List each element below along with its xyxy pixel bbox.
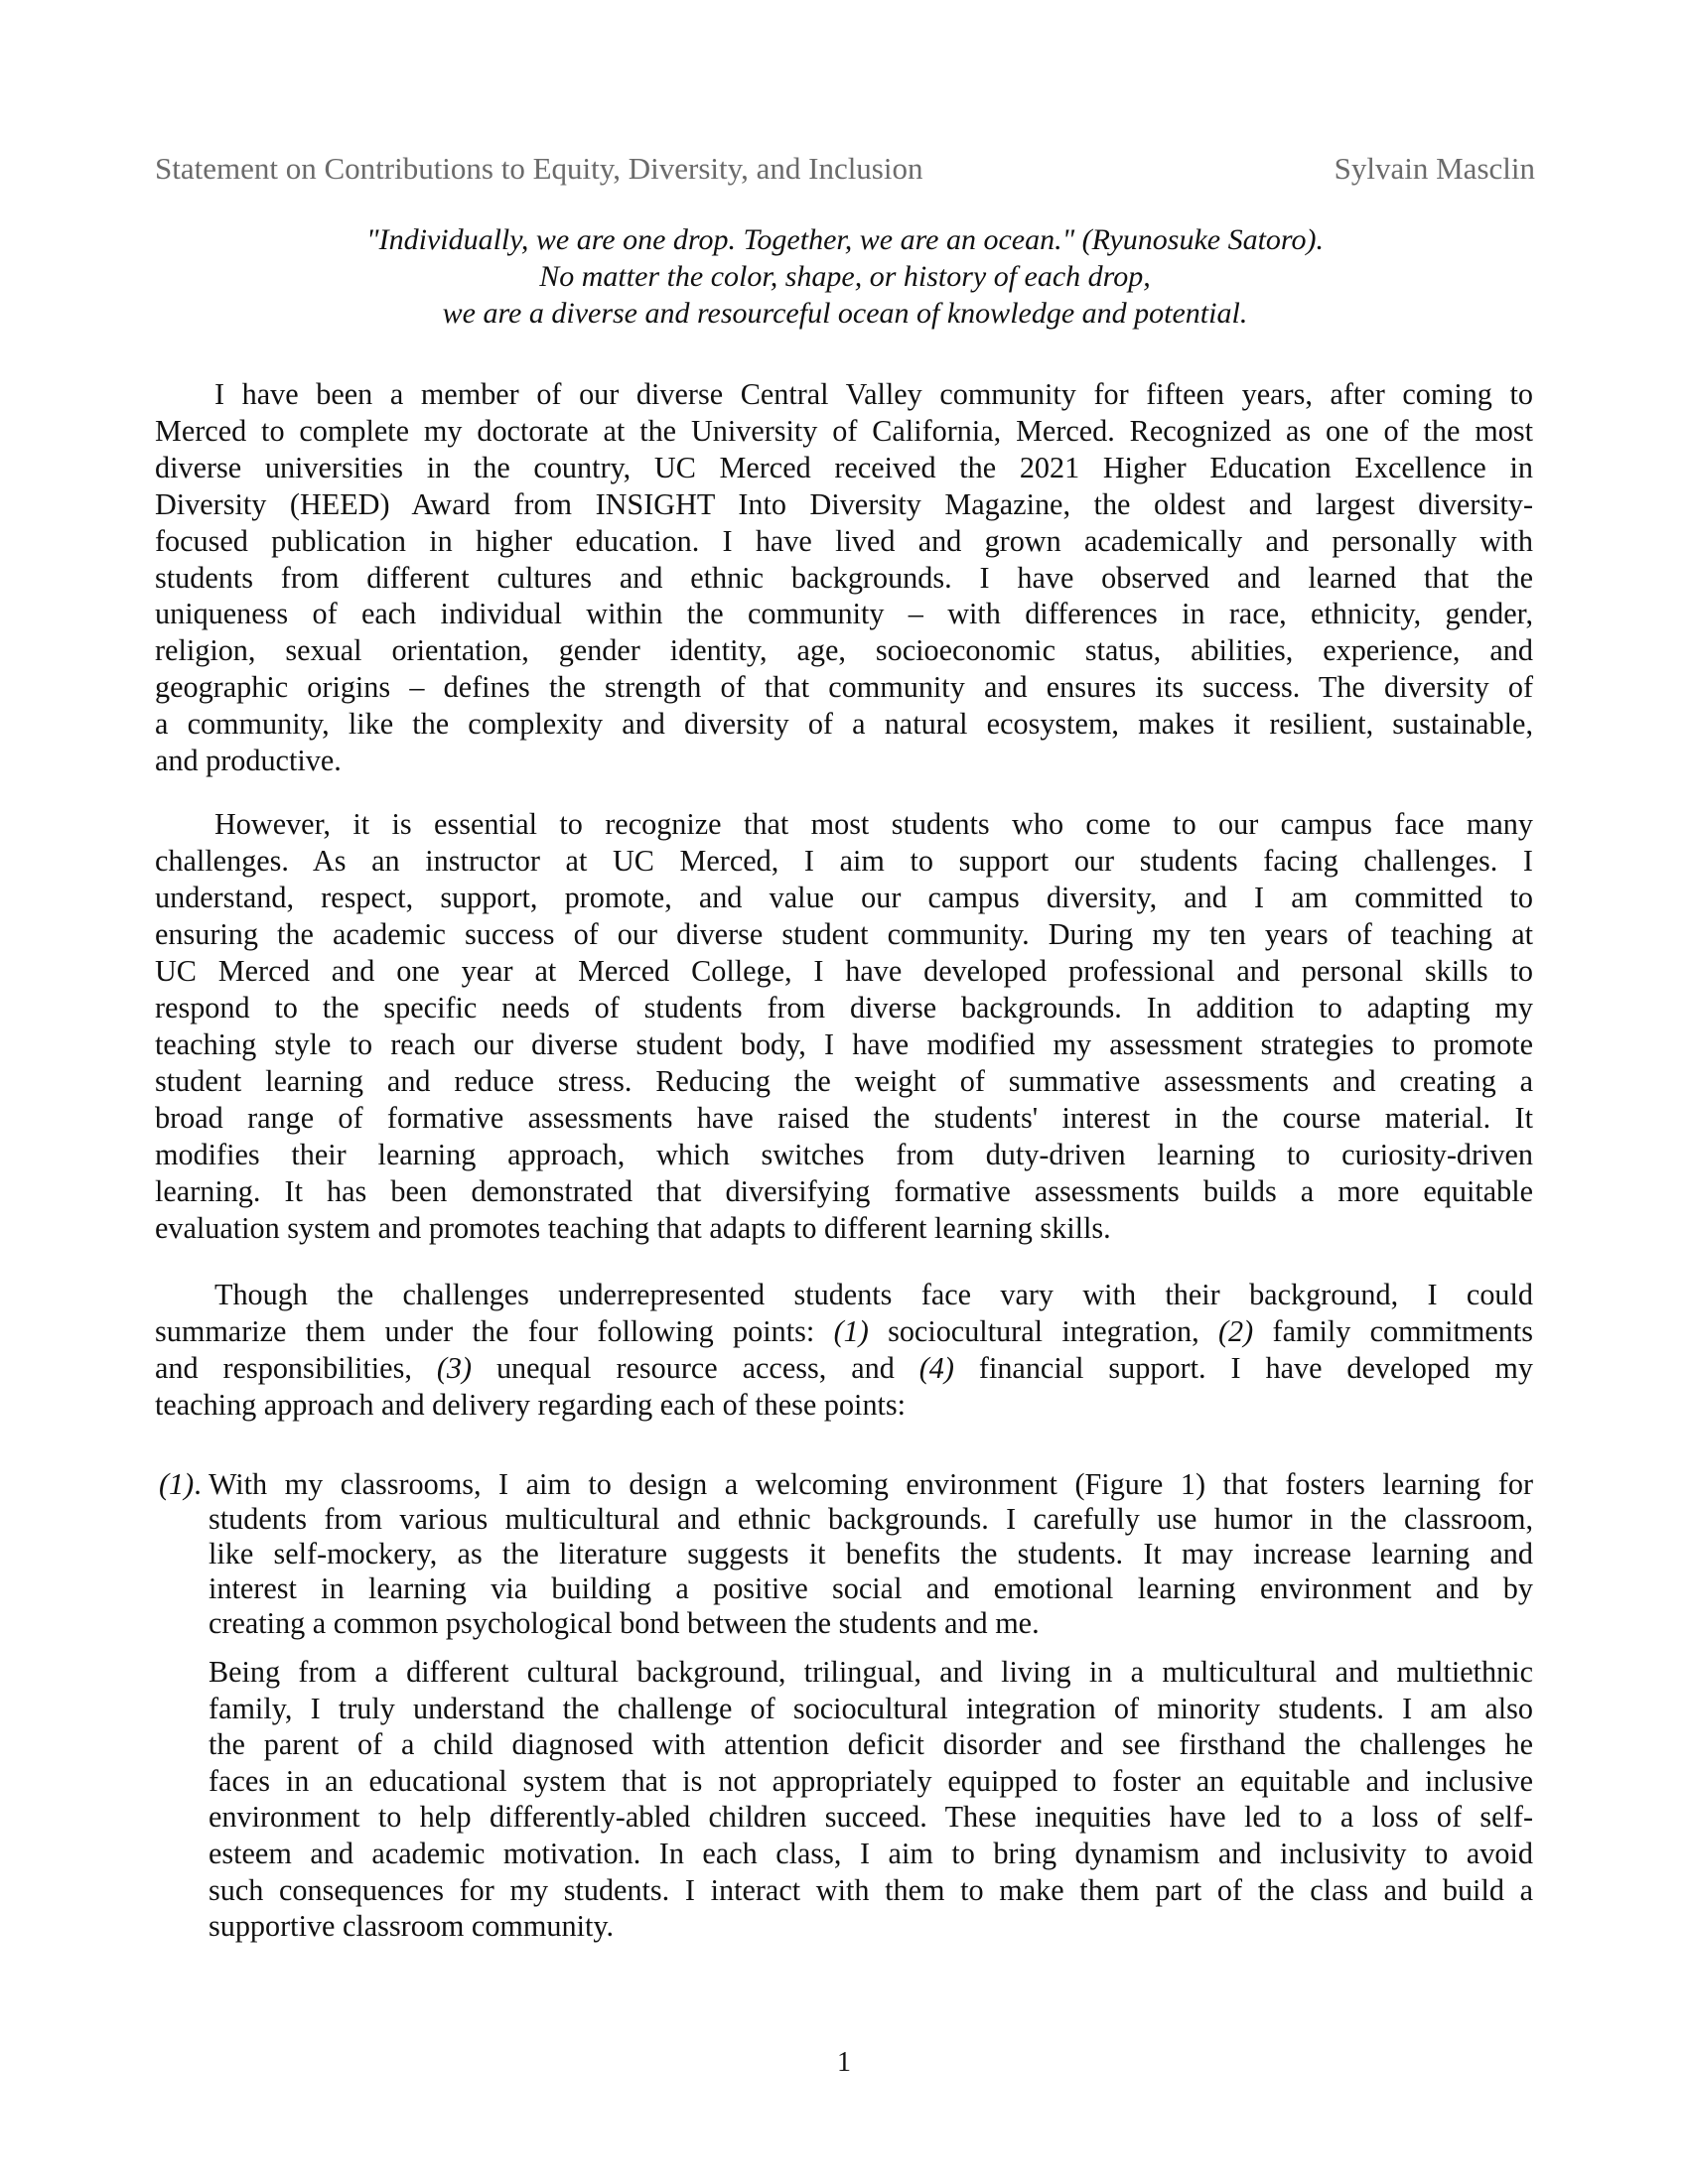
text-line: a community, like the complexity and diversity of a natural ecosystem, makes it resilient, sustainable, bbox=[155, 707, 1533, 742]
text-line: challenges. As an instructor at UC Merced, I aim to support our students facing challenges. I bbox=[155, 844, 1533, 878]
text-segment: unequal resource access, and bbox=[472, 1351, 919, 1385]
text-line: environment to help differently-abled children succeed. These inequities have led to a loss of self- bbox=[209, 1800, 1533, 1835]
text-line: broad range of formative assessments have raised the students' interest in the course material. It bbox=[155, 1101, 1533, 1135]
point-number: (2) bbox=[1217, 1314, 1254, 1348]
text-segment: and responsibilities, bbox=[155, 1351, 437, 1385]
text-line: uniqueness of each individual within the community – with differences in race, ethnicity, gender, bbox=[155, 597, 1533, 631]
point-number: (4) bbox=[918, 1351, 954, 1385]
text-line: diverse universities in the country, UC Merced received the 2021 Higher Education Excellence in bbox=[155, 450, 1533, 484]
text-segment: teaching approach and delivery regarding each of these points: bbox=[155, 1388, 907, 1422]
epigraph-quote bbox=[155, 221, 1535, 332]
text-line: understand, respect, support, promote, and value our campus diversity, and I am committed to bbox=[155, 881, 1533, 914]
text-line: focused publication in higher education. I have lived and grown academically and personally with bbox=[155, 523, 1533, 558]
text-line: geographic origins – defines the strength of that community and ensures its success. The diversity of bbox=[155, 670, 1533, 705]
text-line: UC Merced and one year at Merced College, I have developed professional and personal skills to bbox=[155, 954, 1533, 988]
text-line: students from different cultures and ethnic backgrounds. I have observed and learned that the bbox=[155, 560, 1533, 595]
text-line bbox=[155, 1313, 1533, 1350]
text-line: such consequences for my students. I interact with them to make them part of the class and build a bbox=[209, 1872, 1533, 1907]
list-marker-number: (1) bbox=[159, 1467, 195, 1501]
text-line: respond to the specific needs of students from diverse backgrounds. In addition to adapting my bbox=[155, 991, 1533, 1024]
epigraph-line: we are a diverse and resourceful ocean of knowledge and potential. bbox=[442, 297, 1248, 330]
text-line: supportive classroom community. bbox=[209, 1909, 615, 1944]
text-segment: financial support. I have developed my bbox=[953, 1351, 1533, 1385]
text-segment: family commitments bbox=[1253, 1314, 1533, 1348]
text-line: the parent of a child diagnosed with attention deficit disorder and see firsthand the challenges he bbox=[209, 1727, 1533, 1762]
list-marker-suffix: . bbox=[194, 1467, 202, 1501]
text-line: interest in learning via building a positive social and emotional learning environment and by bbox=[209, 1571, 1533, 1605]
text-segment: summarize them under the four following points: bbox=[155, 1314, 834, 1348]
epigraph-line: "Individually, we are one drop. Together, we are an ocean." (Ryunosuke Satoro). bbox=[366, 223, 1324, 256]
text-line: family, I truly understand the challenge of sociocultural integration of minority students. I am also bbox=[209, 1691, 1533, 1725]
text-line: faces in an educational system that is not appropriately equipped to foster an equitable and inclusive bbox=[209, 1763, 1533, 1798]
document-title: Statement on Contributions to Equity, Diversity, and Inclusion bbox=[155, 151, 923, 186]
text-line: I have been a member of our diverse Central Valley community for fifteen years, after coming to bbox=[214, 377, 1533, 411]
text-line: However, it is essential to recognize that most students who come to our campus face many bbox=[214, 807, 1533, 841]
text-line: Diversity (HEED) Award from INSIGHT Into Diversity Magazine, the oldest and largest diversity- bbox=[155, 486, 1533, 521]
text-line: Merced to complete my doctorate at the University of California, Merced. Recognized as one of the most bbox=[155, 413, 1533, 448]
text-line: ensuring the academic success of our diverse student community. During my ten years of teaching at bbox=[155, 917, 1533, 951]
point-number: (3) bbox=[436, 1351, 473, 1385]
text-line: modifies their learning approach, which switches from duty-driven learning to curiosity-driven bbox=[155, 1138, 1533, 1171]
list-marker bbox=[159, 1466, 202, 1503]
text-segment: Though the challenges underrepresented students face vary with their background, I could bbox=[214, 1278, 1533, 1311]
text-line bbox=[155, 1387, 1533, 1424]
text-segment: sociocultural integration, bbox=[868, 1314, 1218, 1348]
text-line bbox=[214, 1277, 1533, 1313]
text-line: religion, sexual orientation, gender identity, age, socioeconomic status, abilities, experience, and bbox=[155, 633, 1533, 668]
page-number: 1 bbox=[837, 2047, 851, 2078]
text-line: like self-mockery, as the literature suggests it benefits the students. It may increase learning and bbox=[209, 1537, 1533, 1570]
text-line: and productive. bbox=[155, 744, 342, 777]
text-line bbox=[155, 1350, 1533, 1387]
text-line: Being from a different cultural background, trilingual, and living in a multicultural and multiethnic bbox=[209, 1655, 1533, 1689]
text-line: creating a common psychological bond between the students and me. bbox=[209, 1606, 1040, 1640]
text-line: students from various multicultural and ethnic backgrounds. I carefully use humor in the classroom, bbox=[209, 1502, 1533, 1536]
point-number: (1) bbox=[833, 1314, 869, 1348]
text-line: With my classrooms, I aim to design a welcoming environment (Figure 1) that fosters learning for bbox=[209, 1467, 1533, 1501]
text-line: esteem and academic motivation. In each class, I aim to bring dynamism and inclusivity to avoid bbox=[209, 1837, 1533, 1870]
text-line: learning. It has been demonstrated that diversifying formative assessments builds a more equitable bbox=[155, 1174, 1533, 1208]
author-name: Sylvain Masclin bbox=[1334, 151, 1535, 186]
text-line: evaluation system and promotes teaching that adapts to different learning skills. bbox=[155, 1211, 1111, 1245]
running-header bbox=[155, 149, 1535, 189]
text-line: teaching style to reach our diverse student body, I have modified my assessment strategies to promote bbox=[155, 1027, 1533, 1061]
epigraph-line: No matter the color, shape, or history of each drop, bbox=[539, 260, 1151, 293]
text-line: student learning and reduce stress. Reducing the weight of summative assessments and creating a bbox=[155, 1064, 1533, 1098]
